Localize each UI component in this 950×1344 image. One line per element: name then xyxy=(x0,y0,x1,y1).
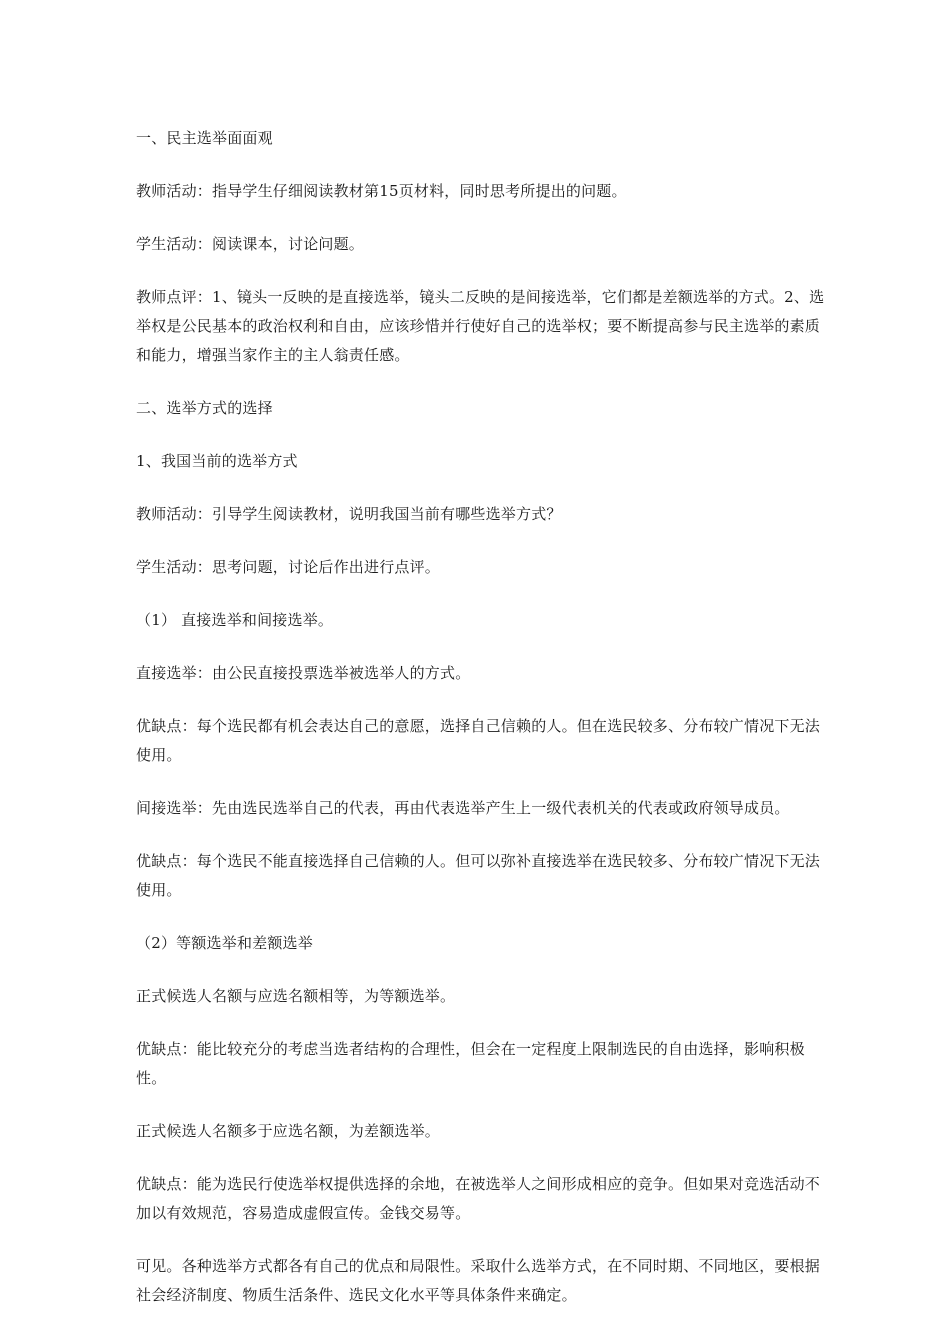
student-activity-paragraph: 学生活动：阅读课本，讨论问题。 xyxy=(136,235,365,253)
teacher-comment-paragraph: 教师点评：1、镜头一反映的是直接选举，镜头二反映的是间接选举，它们都是差额选举的方式。2、选举权是公民基本的政治权利和自由，应该珍惜并行使好自己的选举权；要不断提高参与民主选举的素质和能力，增强当家作主的主人翁责任感。 xyxy=(136,288,825,364)
document-body xyxy=(136,124,826,1334)
direct-election-definition: 直接选举：由公民直接投票选举被选举人的方式。 xyxy=(136,664,471,682)
student-activity-paragraph: 学生活动：思考问题，讨论后作出进行点评。 xyxy=(136,558,441,576)
equal-election-definition: 正式候选人名额与应选名额相等，为等额选举。 xyxy=(136,987,456,1005)
competitive-election-pros-cons: 优缺点：能为选民行使选举权提供选择的余地，在被选举人之间形成相应的竞争。但如果对竞选活动不加以有效规范，容易造成虚假宣传。金钱交易等。 xyxy=(136,1175,821,1222)
teacher-activity-paragraph: 教师活动：引导学生阅读教材，说明我国当前有哪些选举方式？ xyxy=(136,505,562,523)
direct-election-pros-cons: 优缺点：每个选民都有机会表达自己的意愿，选择自己信赖的人。但在选民较多、分布较广情况下无法使用。 xyxy=(136,717,821,764)
conclusion-paragraph: 可见。各种选举方式都各有自己的优点和局限性。采取什么选举方式，在不同时期、不同地区，要根据社会经济制度、物质生活条件、选民文化水平等具体条件来确定。 xyxy=(136,1257,821,1304)
indirect-election-definition: 间接选举：先由选民选举自己的代表，再由代表选举产生上一级代表机关的代表或政府领导成员。 xyxy=(136,799,790,817)
teacher-activity-paragraph: 教师活动：指导学生仔细阅读教材第15页材料，同时思考所提出的问题。 xyxy=(136,182,627,200)
subheading-current-methods: 1、我国当前的选举方式 xyxy=(136,452,298,470)
indirect-election-pros-cons: 优缺点：每个选民不能直接选择自己信赖的人。但可以弥补直接选举在选民较多、分布较广情况下无法使用。 xyxy=(136,852,821,899)
item-direct-indirect: （1） 直接选举和间接选举。 xyxy=(136,611,334,629)
competitive-election-definition: 正式候选人名额多于应选名额，为差额选举。 xyxy=(136,1122,441,1140)
section-heading-democratic-election: 一、民主选举面面观 xyxy=(136,129,273,147)
equal-election-pros-cons: 优缺点：能比较充分的考虑当选者结构的合理性，但会在一定程度上限制选民的自由选择，影响积极性。 xyxy=(136,1040,805,1087)
section-heading-election-methods: 二、选举方式的选择 xyxy=(136,399,273,417)
item-equal-competitive: （2）等额选举和差额选举 xyxy=(136,934,313,952)
